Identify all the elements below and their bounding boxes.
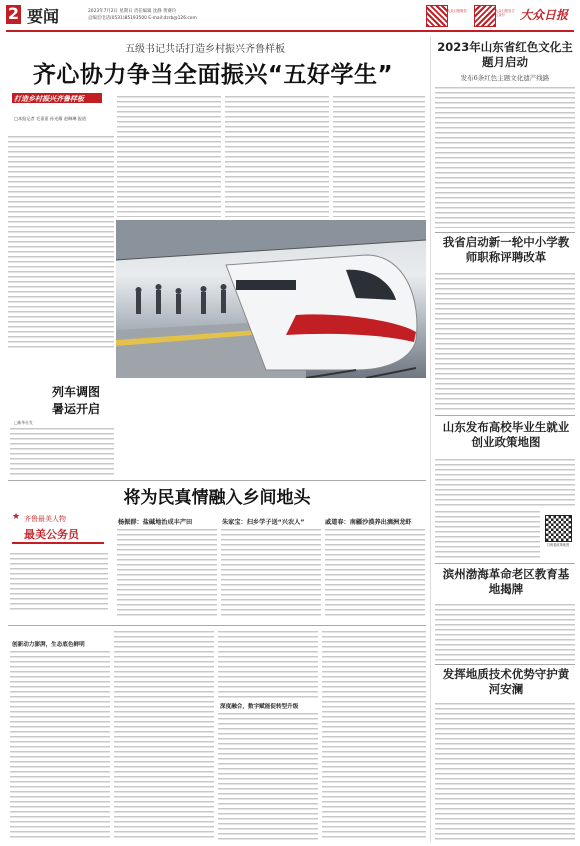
- story5-title: 发挥地质技术优势守护黄河安澜: [442, 667, 570, 696]
- policy-map-qr[interactable]: [545, 515, 572, 542]
- story1-body: [435, 86, 575, 228]
- mid-headline: 将为民真情融入乡间地头: [123, 488, 311, 508]
- masthead: [0, 0, 580, 34]
- subbanner: 打造乡村振兴齐鲁样板: [14, 95, 84, 103]
- photo-credit: □新华社发: [14, 420, 33, 425]
- train-illustration: [116, 220, 426, 378]
- bottom-col-1: [10, 650, 110, 840]
- story5-body: [435, 702, 575, 840]
- bottom-col-2: [114, 630, 214, 840]
- meta-line-2: 总编室电话(0531)85193500 E-mail:dzrb@126.com: [88, 16, 197, 21]
- star-icon: ★: [12, 512, 21, 522]
- award-badge: [10, 512, 108, 552]
- badge-intro: [10, 552, 108, 610]
- photo-caption-title-2: 暑运开启: [52, 402, 101, 416]
- story2-body: [435, 272, 575, 412]
- profile1-body: [117, 528, 217, 618]
- right-rule-2: [435, 415, 575, 416]
- story1-sub: 发布6条红色主题文化遗产线路: [460, 74, 550, 82]
- masthead-rule: [6, 30, 574, 32]
- qr-code-right[interactable]: [474, 5, 496, 27]
- story3-title: 山东发布高校毕业生就业创业政策地图: [442, 420, 570, 449]
- bottom-rule: [8, 625, 426, 626]
- page-number: 2: [7, 4, 20, 23]
- qr-label-right: 大众日报官方公众号: [495, 9, 515, 17]
- lead-body-col-3: [225, 95, 329, 217]
- story1-title: 2023年山东省红色文化主题月启动: [437, 40, 573, 69]
- photo-caption-title-1: 列车调图: [52, 385, 101, 399]
- bottom-col-3b: [218, 712, 318, 840]
- photo-caption-body: [10, 427, 114, 475]
- badge-top: 齐鲁最美人物: [24, 515, 66, 523]
- lead-kicker: 五级书记共话打造乡村振兴齐鲁样板: [125, 44, 285, 55]
- brand-logo: 大众日报: [520, 8, 569, 22]
- qr-code-left[interactable]: [426, 5, 448, 27]
- story3-body-2: [435, 510, 540, 560]
- section-name: 要闻: [27, 7, 60, 26]
- profile2-title: 朱家宝：扫乡学子送“兴农人”: [222, 519, 305, 526]
- right-rule-3: [435, 563, 575, 564]
- bottom-head-2: 深度融合，数字赋能促转型升级: [220, 704, 299, 710]
- qr-label-left: 大众日报微信: [447, 9, 467, 13]
- story4-body: [435, 603, 575, 661]
- story4-title: 滨州渤海革命老区教育基地揭牌: [442, 567, 570, 596]
- story3-body: [435, 458, 575, 508]
- bottom-col-4: [322, 630, 426, 840]
- bottom-head-1: 创新动力澎湃，生态底色鲜明: [12, 642, 85, 648]
- mid-rule-top: [8, 480, 426, 481]
- profile2-body: [221, 528, 321, 618]
- right-rule-4: [435, 664, 575, 665]
- right-rule-1: [435, 232, 575, 233]
- profile3-body: [325, 528, 425, 618]
- lead-body-col-4: [333, 95, 425, 217]
- profile1-title: 杨振群：盐碱地治成丰产田: [118, 519, 193, 526]
- lead-byline: □本报记者 毛嘉嘉 孙光耀 赵琳琳 报道: [14, 116, 87, 121]
- badge-rule: [12, 542, 104, 544]
- meta-line-1: 2023年7月2日 星期日 责任编辑 沈静 黄赛玲: [88, 9, 177, 14]
- profile3-title: 戚道春：南疆沙漠养出滴洲龙虾: [325, 519, 412, 526]
- lead-headline: 齐心协力争当全面振兴“五好学生”: [32, 62, 394, 88]
- bottom-col-3: [218, 630, 318, 698]
- lead-body-col-1: [8, 135, 114, 350]
- lead-body-col-2: [117, 95, 221, 217]
- story2-title: 我省启动新一轮中小学教师职称评聘改革: [442, 235, 570, 264]
- right-col-divider: [430, 36, 431, 842]
- qr-caption: 扫码看政策地图: [546, 543, 570, 547]
- badge-title: 最美公务员: [24, 528, 79, 541]
- train-photo: [116, 220, 426, 378]
